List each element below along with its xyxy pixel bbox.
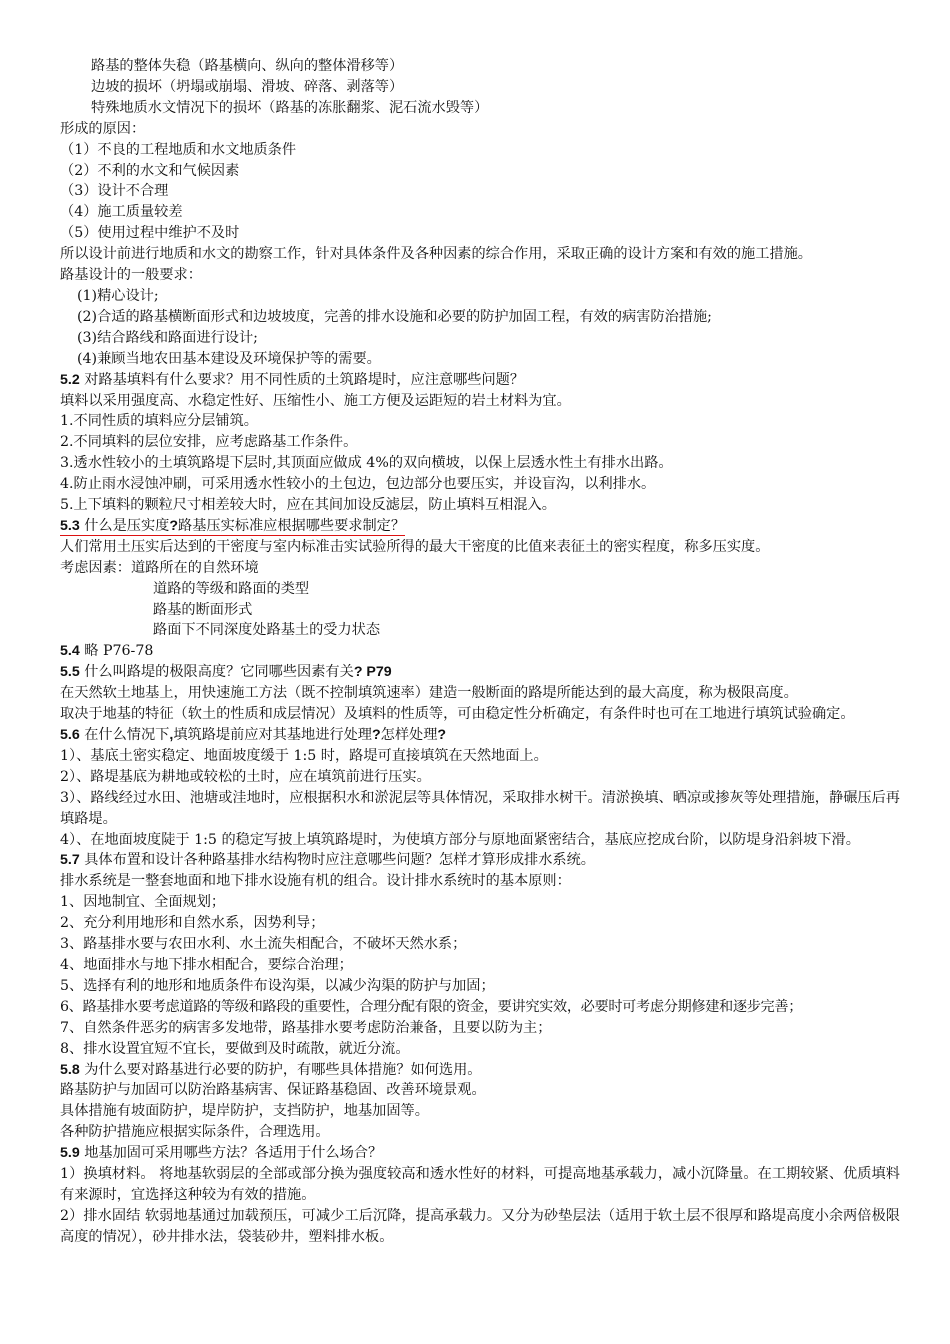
question-5-9: 5.9 地基加固可采用哪些方法？各适用于什么场合？ [60, 1145, 383, 1162]
underlined-question: 5.3 什么是压实度?路基压实标准应根据哪些要求制定？ [60, 517, 406, 534]
question-5-7: 5.7 具体布置和设计各种路基排水结构物时应注意哪些问题？怎样才算形成排水系统。 [60, 852, 595, 869]
answer-line: 在天然软土地基上，用快速施工方法（既不控制填筑速率）建造一般断面的路堤所能达到的最大高度，称为极限高度。 [60, 685, 798, 702]
factor-item: 道路的等级和路面的类型 [153, 580, 310, 597]
answer-line: 6、路基排水要考虑道路的等级和路段的重要性，合理分配有限的资金，要讲究实效，必要时可考虑分期修建和逐步完善； [60, 998, 803, 1015]
text-line: (4)兼顾当地农田基本建设及环境保护等的需要。 [77, 350, 381, 367]
text-line: (3)结合路线和路面进行设计; [77, 329, 258, 346]
text-line: 边坡的损坏（坍塌或崩塌、滑坡、碎落、剥落等） [91, 78, 404, 95]
answer-line: 7、自然条件恶劣的病害多发地带，路基排水要考虑防治兼备，且要以防为主； [60, 1019, 552, 1036]
answer-line: 1、因地制宜、全面规划； [60, 894, 226, 911]
text-line: （1）不良的工程地质和水文地质条件 [60, 141, 297, 158]
answer-line: 1.不同性质的填料应分层铺筑。 [60, 413, 258, 430]
answer-line: 4、地面排水与地下排水相配合，要综合治理； [60, 956, 353, 973]
text-line: (1)精心设计; [77, 287, 159, 304]
question-5-3 [60, 516, 900, 537]
question-5-4: 5.4 略 P76-78 [60, 643, 154, 660]
answer-line: 各种防护措施应根据实际条件，合理选用。 [60, 1124, 330, 1141]
answer-line: 5.上下填料的颗粒尺寸相差较大时，应在其间加设反滤层，防止填料互相混入。 [60, 497, 556, 514]
answer-line: 2）排水固结 软弱地基通过加载预压，可减少工后沉降，提高承载力。又分为砂垫层法（适用于软土层不很厚和路堤高度小余两倍极限高度的情况），砂井排水法，袋装砂井，塑料排水板。 [60, 1207, 900, 1245]
question-5-5: 5.5 什么叫路堤的极限高度？它同哪些因素有关? P79 [60, 664, 392, 681]
factor-item: 路基的断面形式 [153, 601, 253, 618]
text-line: （3）设计不合理 [60, 183, 169, 200]
answer-line: 3）、路线经过水田、池塘或洼地时，应根据积水和淤泥层等具体情况，采取排水树干。清淤换填、晒凉或掺灰等处理措施，静碾压后再填路堤。 [60, 789, 900, 827]
answer-line: 2、充分利用地形和自然水系，因势利导； [60, 915, 325, 932]
answer-line: 1）换填材料。 将地基软弱层的全部或部分换为强度较高和透水性好的材料，可提高地基承载力，减小沉降量。在工期较紧、优质填料有来源时，宜选择这种较为有效的措施。 [60, 1166, 900, 1203]
question-5-8: 5.8 为什么要对路基进行必要的防护，有哪些具体措施？如何选用。 [60, 1061, 482, 1078]
answer-line: 人们常用土压实后达到的干密度与室内标准击实试验所得的最大干密度的比值来表征土的密实程度，称多压实度。 [60, 538, 770, 555]
text-line: 所以设计前进行地质和水文的勘察工作，针对具体条件及各种因素的综合作用，采取正确的设计方案和有效的施工措施。 [60, 246, 812, 263]
answer-line: 2）、路堤基底为耕地或较松的土时，应在填筑前进行压实。 [60, 768, 431, 785]
text-line: （2）不利的水文和气候因素 [60, 162, 240, 179]
question-5-6: 5.6 在什么情况下,填筑路堤前应对其基地进行处理?怎样处理? [60, 727, 447, 743]
answer-line: 填料以采用强度高、水稳定性好、压缩性小、施工方便及运距短的岩土材料为宜。 [60, 392, 571, 409]
factors-label: 考虑因素：道路所在的自然环境 [60, 559, 259, 576]
answer-line: 具体措施有坡面防护，堤岸防护，支挡防护，地基加固等。 [60, 1103, 429, 1120]
answer-line: 1）、基底土密实稳定、地面坡度缓于 1:5 时，路堤可直接填筑在天然地面上。 [60, 747, 548, 764]
question-5-2: 5.2 对路基填料有什么要求？用不同性质的土筑路堤时，应注意哪些问题？ [60, 371, 525, 388]
text-line: 路基设计的一般要求： [60, 267, 202, 284]
text-line: (2)合适的路基横断面形式和边坡坡度，完善的排水设施和必要的防护加固工程，有效的病害防治措施; [77, 308, 712, 325]
answer-line: 3、路基排水要与农田水利、水土流失相配合，不破坏天然水系； [60, 936, 467, 953]
answer-line: 排水系统是一整套地面和地下排水设施有机的组合。设计排水系统时的基本原则： [60, 873, 571, 890]
answer-line: 8、排水设置宜短不宜长，要做到及时疏散，就近分流。 [60, 1040, 410, 1057]
answer-line: 4.防止雨水浸蚀冲刷，可采用透水性较小的土包边，包边部分也要压实，并设盲沟，以利排水。 [60, 476, 656, 493]
text-line: （4）施工质量较差 [60, 204, 183, 221]
document-page [60, 56, 900, 1248]
answer-line: 4）、在地面坡度陡于 1:5 的稳定写披上填筑路堤时，为使填方部分与原地面紧密结合，基底应挖成台阶，以防堤身沿斜坡下滑。 [60, 831, 860, 848]
answer-line: 5、选择有利的地形和地质条件布设沟渠，以减少沟渠的防护与加固； [60, 977, 495, 994]
text-line: 路基的整体失稳（路基横向、纵向的整体滑移等） [91, 58, 404, 74]
intro-block [60, 56, 900, 370]
factor-item: 路面下不同深度处路基土的受力状态 [153, 622, 381, 639]
text-line: 特殊地质水文情况下的损坏（路基的冻胀翻浆、泥石流水毁等） [91, 99, 489, 116]
answer-line: 3.透水性较小的土填筑路堤下层时,其顶面应做成 4%的双向横坡，以保上层透水性土有排水出路。 [60, 455, 673, 472]
text-line: 形成的原因： [60, 120, 146, 137]
answer-line: 2.不同填料的层位安排，应考虑路基工作条件。 [60, 434, 358, 451]
text-line: （5）使用过程中维护不及时 [60, 225, 240, 242]
answer-line: 路基防护与加固可以防治路基病害、保证路基稳固、改善环境景观。 [60, 1082, 486, 1099]
answer-line: 取决于地基的特征（软土的性质和成层情况）及填料的性质等，可由稳定性分析确定，有条件时也可在工地进行填筑试验确定。 [60, 706, 855, 723]
